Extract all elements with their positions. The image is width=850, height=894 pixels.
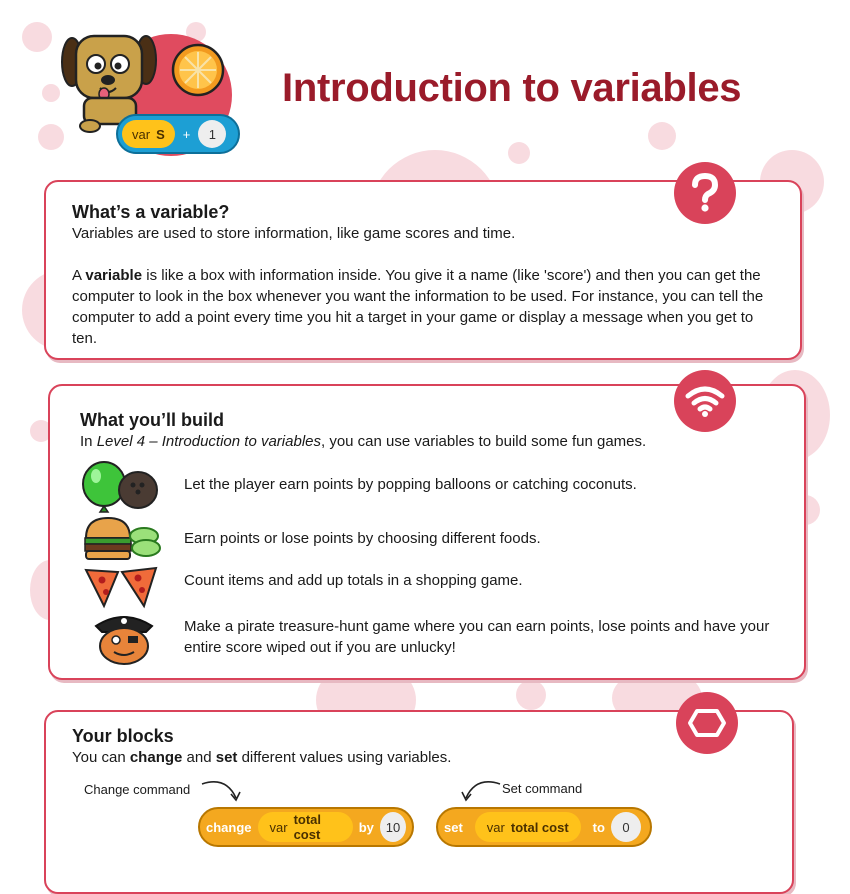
section-what-heading: What’s a variable? bbox=[72, 202, 230, 222]
question-icon bbox=[688, 173, 722, 213]
body-text: different values using variables. bbox=[237, 749, 452, 766]
change-term: change bbox=[129, 749, 183, 766]
set-var-name: total cost bbox=[510, 819, 569, 835]
bg-dot bbox=[42, 84, 60, 102]
body-text: and bbox=[182, 749, 216, 766]
set-var-pill[interactable] bbox=[475, 812, 581, 842]
build-item-4: Make a pirate treasure-hunt game where you can earn points, lose points and have your entire score wiped out if you are unlucky! bbox=[184, 618, 770, 656]
bg-dot bbox=[516, 680, 546, 710]
section-blocks-intro bbox=[72, 747, 752, 768]
body-text: A bbox=[72, 267, 86, 284]
set-arrow-icon bbox=[458, 778, 502, 806]
hero-var-keyword: var bbox=[132, 126, 151, 142]
bg-dot bbox=[22, 22, 52, 52]
set-var-keyword: var bbox=[486, 819, 505, 835]
change-var-pill[interactable] bbox=[258, 812, 353, 842]
change-joiner: by bbox=[358, 819, 374, 835]
section-what-intro: Variables are used to store information, like game scores and time. bbox=[72, 225, 516, 242]
wifi-icon bbox=[685, 384, 725, 418]
page-title: Introduction to variables bbox=[282, 66, 742, 110]
set-joiner: to bbox=[592, 819, 605, 835]
pirate-icon bbox=[90, 608, 160, 666]
body-text: In bbox=[80, 433, 97, 450]
build-item-2: Earn points or lose points by choosing different foods. bbox=[184, 530, 541, 547]
change-command-caption: Change command bbox=[84, 782, 191, 797]
section-what-body bbox=[72, 265, 772, 349]
balloon-coconut-icon bbox=[80, 460, 162, 514]
body-text: You can bbox=[72, 749, 130, 766]
bg-dot bbox=[508, 142, 530, 164]
burger-food-icon bbox=[82, 514, 162, 564]
hero-var-pill bbox=[122, 120, 175, 148]
change-value[interactable]: 10 bbox=[380, 812, 406, 842]
set-command-caption: Set command bbox=[502, 781, 583, 796]
body-text: , you can use variables to build some fun games. bbox=[321, 433, 647, 450]
change-block[interactable] bbox=[198, 807, 414, 847]
wifi-badge bbox=[674, 370, 736, 432]
block-badge bbox=[676, 692, 738, 754]
bg-dot bbox=[648, 122, 676, 150]
body-text: is like a box with information inside. You give it a name (like 'score') and then you can get the computer to look in the box whenever you want the information to be used. For instance, you can tell the computer to add a point every time you hit a target in your game or display a message when you get to ten. bbox=[72, 267, 764, 347]
level-name: Level 4 – Introduction to variables bbox=[96, 433, 321, 450]
section-build-heading: What you’ll build bbox=[80, 410, 224, 430]
change-var-keyword: var bbox=[269, 819, 288, 835]
set-block[interactable] bbox=[436, 807, 652, 847]
hero-operator: + bbox=[182, 126, 191, 142]
set-value[interactable]: 0 bbox=[611, 812, 641, 842]
section-build-intro bbox=[80, 431, 780, 452]
orange-icon bbox=[170, 42, 226, 98]
hexagon-block-icon bbox=[687, 708, 727, 738]
question-badge bbox=[674, 162, 736, 224]
build-item-1: Let the player earn points by popping balloons or catching coconuts. bbox=[184, 476, 637, 493]
hero-code-block bbox=[116, 114, 240, 154]
change-arrow-icon bbox=[200, 778, 244, 806]
hero-illustration bbox=[60, 24, 250, 174]
set-term: set bbox=[215, 749, 238, 766]
set-command-label: set bbox=[444, 819, 463, 835]
change-var-name: total cost bbox=[293, 812, 322, 842]
pizza-shop-icon bbox=[82, 564, 162, 610]
variable-term: variable bbox=[85, 267, 143, 284]
change-command-label: change bbox=[206, 819, 252, 835]
build-item-3: Count items and add up totals in a shopping game. bbox=[184, 572, 523, 589]
hero-var-name: S bbox=[156, 126, 165, 142]
section-blocks-heading: Your blocks bbox=[72, 726, 174, 746]
hero-value: 1 bbox=[198, 120, 226, 148]
